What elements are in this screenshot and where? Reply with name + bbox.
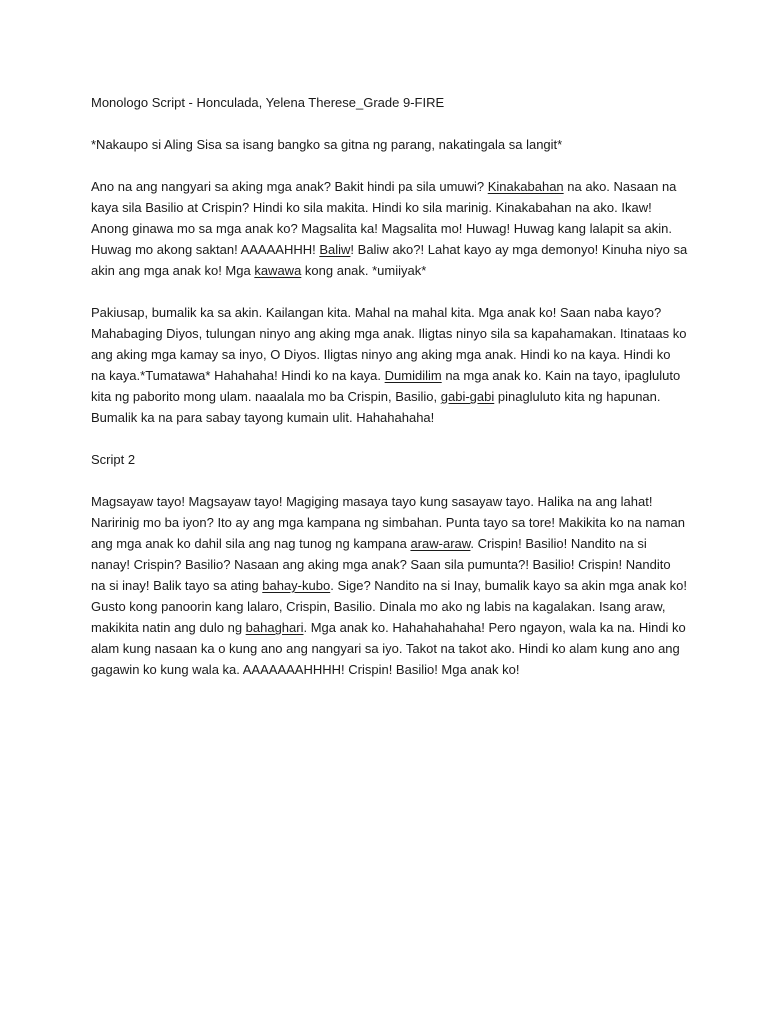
text-run: . Mga anak ko. Hahahahahaha! Pero ngayon, wala ka na. Hindi ko alam kung nasaan ka o kung ano ang nangyari sa iyo. Takot na takot ako. Hindi ko alam kung ano ang gagawin ko kung wala ka. AAAAAAAHHHH! Crispin! Basilio! Mga anak ko!: [91, 620, 686, 677]
text-run: na mga anak ko. Kain na tayo, ipagluluto kita ng paborito mong ulam. naaalala mo ba Crispin, Basilio,: [91, 368, 681, 404]
text-run: Magsayaw tayo! Magsayaw tayo! Magiging masaya tayo kung sasayaw tayo. Halika na ang lahat! Naririnig mo ba iyon? Ito ay ang mga kampana ng simbahan. Punta tayo sa tore! Makikita ko na naman ang mga anak ko dahil sila ang nag tunog ng kampana: [91, 494, 685, 551]
underlined-word: Baliw: [319, 242, 351, 257]
document-title: Monologo Script - Honculada, Yelena Therese_Grade 9-FIRE: [91, 95, 445, 110]
text-run: ! Baliw ako?! Lahat kayo ay mga demonyo! Kinuha niyo sa akin ang mga anak ko! Mga: [91, 242, 688, 278]
text-run: na ako. Nasaan na kaya sila Basilio at Crispin? Hindi ko sila makita. Hindi ko sila marinig. Kinakabahan na ako. Ikaw! Anong ginawa mo sa mga anak ko? Magsalita ka! Magsalita mo! Huwag! Huwag kang lalapit sa akin. Huwag mo akong saktan! AAAAAHHH!: [91, 179, 677, 257]
underlined-word: kawawa: [254, 263, 302, 278]
script2-paragraph-1: [91, 491, 688, 680]
text-run: . Crispin! Basilio! Nandito na si nanay! Crispin? Basilio? Nasaan ang aking mga anak? Saan sila pumunta?! Basilio! Crispin! Nandito na si inay! Balik tayo sa ating: [91, 536, 671, 593]
script1-paragraph-2: [91, 302, 688, 428]
text-run: kong anak. *umiiyak*: [301, 263, 427, 278]
underlined-word: araw-araw: [410, 536, 471, 551]
underlined-word: bahaghari: [245, 620, 304, 635]
text-run: Pakiusap, bumalik ka sa akin. Kailangan kita. Mahal na mahal kita. Mga anak ko! Saan naba kayo? Mahabaging Diyos, tulungan ninyo ang aking mga anak. Iligtas ninyo sila sa kapahamakan. Itinataas ko ang aking mga kamay sa inyo, O Diyos. Iligtas ninyo ang aking mga anak. Hindi ko na kaya. Hindi ko na kaya.*Tumatawa* Hahahaha! Hindi ko na kaya.: [91, 305, 687, 383]
text-run: pinagluluto kita ng hapunan. Bumalik ka na para sabay tayong kumain ulit. Hahahahaha!: [91, 389, 661, 425]
underlined-word: Kinakabahan: [487, 179, 564, 194]
underlined-word: Dumidilim: [384, 368, 442, 383]
underlined-word: gabi-gabi: [440, 389, 495, 404]
stage-direction: *Nakaupo si Aling Sisa sa isang bangko sa gitna ng parang, nakatingala sa langit*: [91, 137, 563, 152]
text-run: . Sige? Nandito na si Inay, bumalik kayo sa akin mga anak ko! Gusto kong panoorin kang lalaro, Crispin, Basilio. Dinala mo ako ng labis na kagalakan. Isang araw, makikita natin ang dulo ng: [91, 578, 687, 635]
script1-paragraph-1: [91, 176, 688, 281]
text-run: Ano na ang nangyari sa aking mga anak? Bakit hindi pa sila umuwi?: [91, 179, 488, 194]
underlined-word: bahay-kubo: [262, 578, 331, 593]
script2-heading: Script 2: [91, 452, 136, 467]
